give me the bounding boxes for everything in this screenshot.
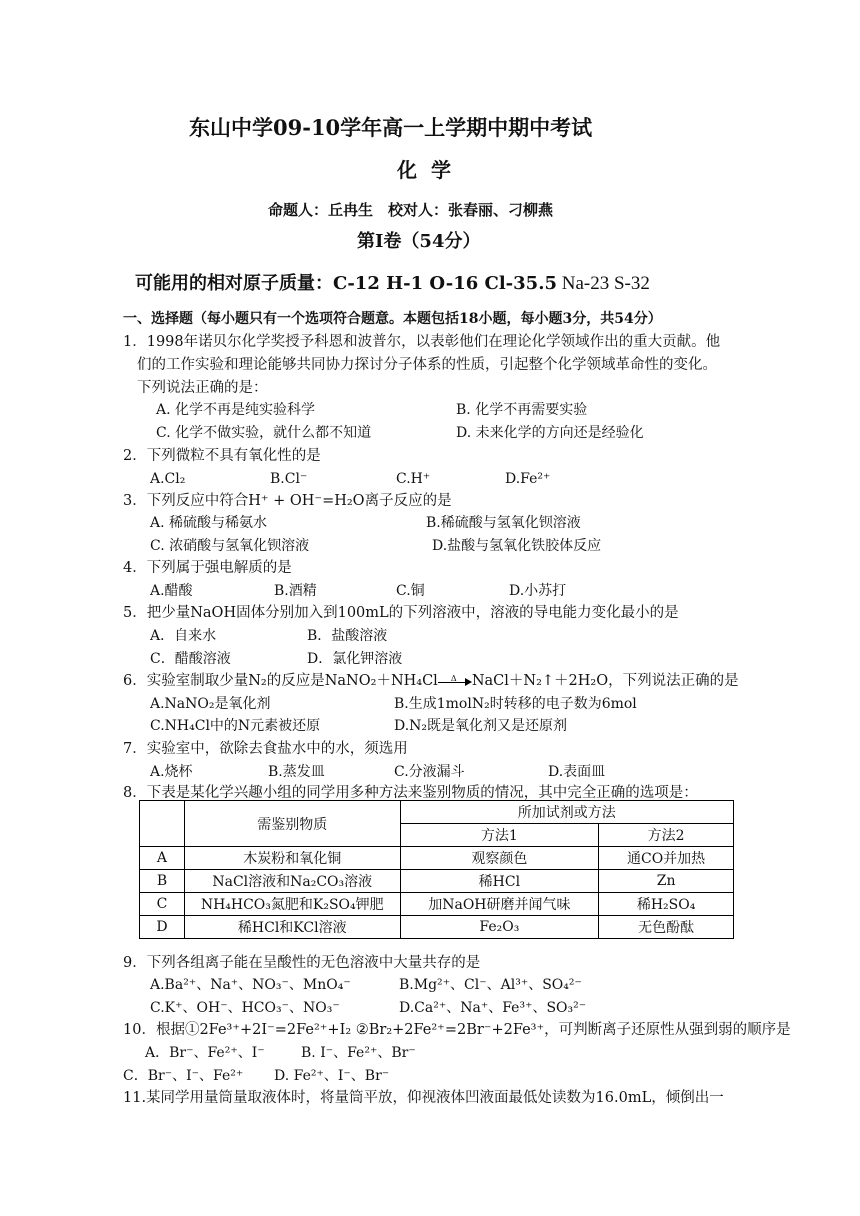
q7-option-c: C.分液漏斗 xyxy=(394,764,465,780)
q1-stem-line1: 1．1998年诺贝尔化学奖授予科恩和波普尔，以表彰他们在理论化学领域作出的重大贡献。他 xyxy=(123,334,721,350)
atomic-mass-line xyxy=(135,274,650,294)
table-cell: 无色酚酞 xyxy=(599,916,734,939)
q10-stem: 10．根据①2Fe³⁺+2I⁻=2Fe²⁺+I₂ ②Br₂+2Fe²⁺=2Br⁻+2Fe³⁺，可判断离子还原性从强到弱的顺序是 xyxy=(123,1022,791,1038)
table-cell: 稀H₂SO₄ xyxy=(599,893,734,916)
table-cell: 加NaOH研磨并闻气味 xyxy=(400,893,599,916)
q5-option-c: C．醋酸溶液 xyxy=(150,651,231,667)
q6-option-d: D.N₂既是氧化剂又是还原剂 xyxy=(394,718,568,734)
q1-option-b: B. 化学不再需要实验 xyxy=(456,402,588,418)
q7-stem: 7．实验室中，欲除去食盐水中的水，须选用 xyxy=(123,741,408,757)
atomic-mass-rest: Na-23 S-32 xyxy=(556,273,650,294)
table-cell: NaCl溶液和Na₂CO₃溶液 xyxy=(184,870,400,893)
q7-option-b: B.蒸发皿 xyxy=(268,764,325,780)
table-cell: 稀HCl xyxy=(400,870,599,893)
q6-stem xyxy=(123,671,739,691)
q1-option-c: C. 化学不做实验，就什么都不知道 xyxy=(156,425,372,441)
q6-stem-part2: NaCl＋N₂↑＋2H₂O，下列说法正确的是 xyxy=(471,673,739,689)
q10-option-c: C．Br⁻、I⁻、Fe²⁺ xyxy=(123,1068,244,1084)
q3-option-b: B.稀硫酸与氢氧化钡溶液 xyxy=(426,515,581,531)
q9-option-a: A.Ba²⁺、Na⁺、NO₃⁻、MnO₄⁻ xyxy=(150,977,351,993)
subject-title: 化学 xyxy=(397,158,465,182)
q5-option-a: A．自来水 xyxy=(150,628,217,644)
table-cell: 木炭粉和氧化铜 xyxy=(184,847,400,870)
q7-option-a: A.烧杯 xyxy=(150,764,193,780)
q4-option-c: C.铜 xyxy=(396,583,425,599)
table-row xyxy=(140,847,734,870)
table-cell: 通CO并加热 xyxy=(599,847,734,870)
section-heading: 一、选择题（每小题只有一个选项符合题意。本题包括18小题，每小题3分，共54分） xyxy=(123,311,662,327)
q9-option-b: B.Mg²⁺、Cl⁻、Al³⁺、SO₄²⁻ xyxy=(399,977,582,993)
q8-stem: 8．下表是某化学兴趣小组的同学用多种方法来鉴别物质的情况，其中完全正确的选项是： xyxy=(123,785,698,801)
q1-option-d: D. 未来化学的方向还是经验化 xyxy=(456,425,644,441)
q2-option-c: C.H⁺ xyxy=(396,471,431,487)
table-cell: 观察颜色 xyxy=(400,847,599,870)
table-row xyxy=(140,916,734,939)
table-cell: Zn xyxy=(599,870,734,893)
q6-option-a: A.NaNO₂是氧化剂 xyxy=(150,696,271,712)
q10-option-d: D. Fe²⁺、I⁻、Br⁻ xyxy=(274,1068,390,1084)
table-header-method: 所加试剂或方法 xyxy=(400,801,733,824)
exam-title: 东山中学09-10学年高一上学期中期中考试 xyxy=(189,115,593,140)
q3-option-a: A. 稀硫酸与稀氨水 xyxy=(150,515,268,531)
table-cell: D xyxy=(140,916,185,939)
q5-stem: 5．把少量NaOH固体分别加入到100mL的下列溶液中，溶液的导电能力变化最小的是 xyxy=(123,605,679,621)
author-line: 命题人：丘冉生 校对人：张春丽、刁柳燕 xyxy=(268,201,554,219)
q6-option-b: B.生成1molN₂时转移的电子数为6mol xyxy=(394,696,637,712)
q2-option-a: A.Cl₂ xyxy=(150,471,186,487)
q3-option-c: C. 浓硝酸与氢氧化钡溶液 xyxy=(150,538,310,554)
q1-stem-line3: 下列说法正确的是： xyxy=(137,380,268,396)
q6-option-c: C.NH₄Cl中的N元素被还原 xyxy=(150,718,321,734)
q10-option-b: B. I⁻、Fe²⁺、Br⁻ xyxy=(301,1045,416,1061)
atomic-mass-bold: 可能用的相对原子质量：C-12 H-1 O-16 Cl-35.5 xyxy=(135,273,557,294)
q5-option-b: B．盐酸溶液 xyxy=(307,628,388,644)
heat-symbol: Δ xyxy=(450,674,457,683)
reaction-arrow-icon xyxy=(438,676,472,686)
q9-option-c: C.K⁺、OH⁻、HCO₃⁻、NO₃⁻ xyxy=(150,1000,340,1016)
volume-title: 第Ⅰ卷（54分） xyxy=(357,231,481,252)
q9-stem: 9．下列各组离子能在呈酸性的无色溶液中大量共存的是 xyxy=(123,955,481,971)
q3-stem: 3．下列反应中符合H⁺ + OH⁻=H₂O离子反应的是 xyxy=(123,493,452,509)
table-row xyxy=(140,893,734,916)
table-cell: C xyxy=(140,893,185,916)
table-row xyxy=(140,870,734,893)
table-cell: NH₄HCO₃氮肥和K₂SO₄钾肥 xyxy=(184,893,400,916)
table-header-blank xyxy=(140,801,185,847)
q4-option-d: D.小苏打 xyxy=(509,583,567,599)
table-cell: B xyxy=(140,870,185,893)
q2-option-d: D.Fe²⁺ xyxy=(505,471,551,487)
q10-option-a: A．Br⁻、Fe²⁺、I⁻ xyxy=(145,1045,265,1061)
q4-stem: 4．下列属于强电解质的是 xyxy=(123,560,292,576)
table-cell: Fe₂O₃ xyxy=(400,916,599,939)
q4-option-b: B.酒精 xyxy=(274,583,317,599)
q2-stem: 2．下列微粒不具有氧化性的是 xyxy=(123,448,321,464)
table-header-method1: 方法1 xyxy=(400,824,599,847)
q9-option-d: D.Ca²⁺、Na⁺、Fe³⁺、SO₃²⁻ xyxy=(399,1000,587,1016)
q8-table xyxy=(139,800,734,939)
q3-option-d: D.盐酸与氢氧化铁胶体反应 xyxy=(432,538,602,554)
q1-stem-line2: 们的工作实验和理论能够共同协力探讨分子体系的性质，引起整个化学领域革命性的变化。 xyxy=(137,357,717,373)
q2-option-b: B.Cl⁻ xyxy=(270,471,308,487)
table-cell: A xyxy=(140,847,185,870)
q6-stem-part1: 6．实验室制取少量N₂的反应是NaNO₂＋NH₄Cl xyxy=(123,673,438,689)
q4-option-a: A.醋酸 xyxy=(150,583,193,599)
q11-stem-line1: 11.某同学用量筒量取液体时，将量筒平放，仰视液体凹液面最低处读数为16.0mL，倾倒出一 xyxy=(123,1090,724,1106)
q1-option-a: A. 化学不再是纯实验科学 xyxy=(156,402,316,418)
table-cell: 稀HCl和KCl溶液 xyxy=(184,916,400,939)
table-header-method2: 方法2 xyxy=(599,824,734,847)
table-header-substance: 需鉴别物质 xyxy=(184,801,400,847)
q7-option-d: D.表面皿 xyxy=(548,764,606,780)
q5-option-d: D．氯化钾溶液 xyxy=(307,651,403,667)
